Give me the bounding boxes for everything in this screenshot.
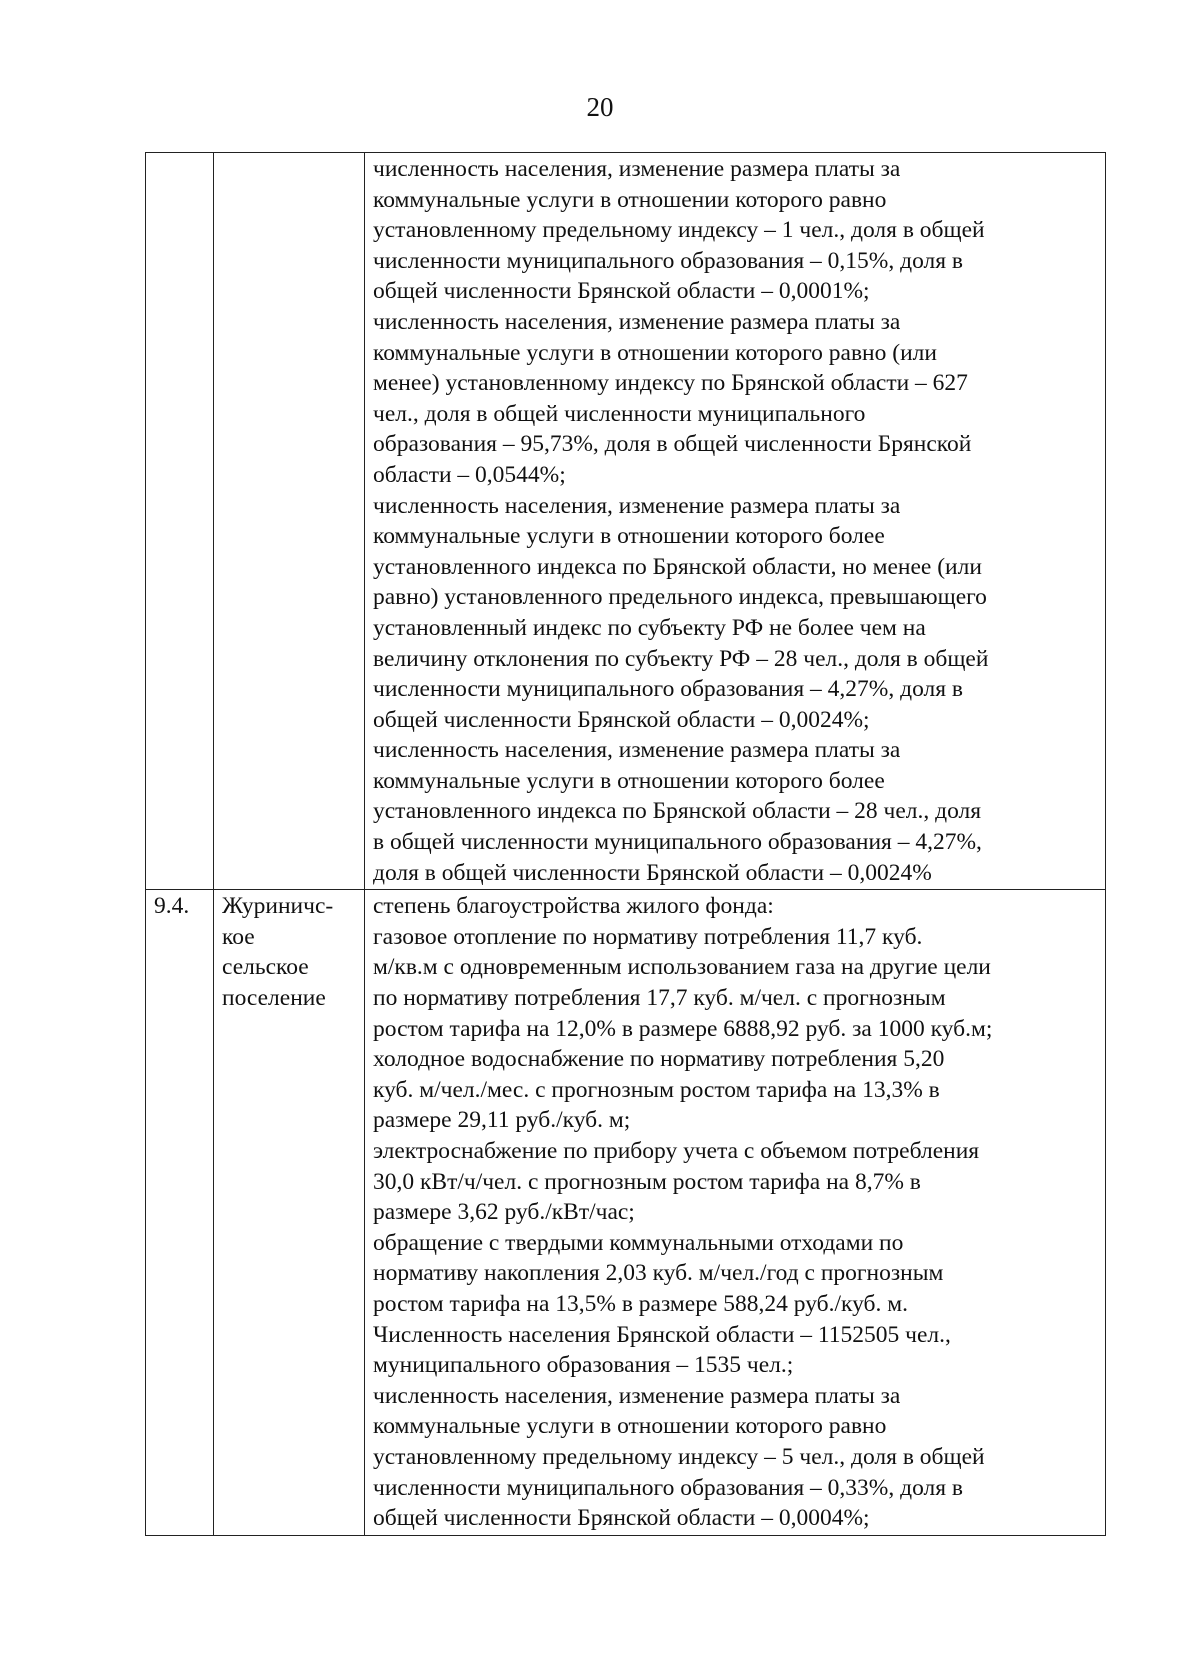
description-line: общей численности Брянской области – 0,0024%;	[373, 706, 870, 733]
description-line: размере 3,62 руб./кВт/час;	[373, 1199, 635, 1226]
description-line: коммунальные услуги в отношении которого более	[373, 523, 885, 550]
description-line: установленному предельному индексу – 1 чел., доля в общей	[373, 217, 985, 244]
description-line: численность населения, изменение размера платы за	[373, 308, 901, 335]
description-line: степень благоустройства жилого фонда:	[373, 893, 774, 920]
municipality-name-line: поселение	[222, 985, 326, 1012]
description-line: куб. м/чел./мес. с прогнозным ростом тарифа на 13,3% в	[373, 1076, 940, 1103]
description-line: м/кв.м с одновременным использованием газа на другие цели	[373, 954, 991, 981]
municipality-name-line: сельское	[222, 954, 309, 981]
description-line: численность населения, изменение размера платы за	[373, 156, 901, 182]
description-line: доля в общей численности Брянской области – 0,0024%	[373, 859, 932, 886]
description-line: коммунальные услуги в отношении которого равно	[373, 1413, 887, 1440]
description-line: Численность населения Брянской области – 1152505 чел.,	[373, 1321, 951, 1348]
description-line: коммунальные услуги в отношении которого более	[373, 767, 885, 794]
row-number-cell	[146, 890, 214, 1535]
row-number-cell	[146, 153, 214, 890]
description-line: газовое отопление по нормативу потребления 11,7 куб.	[373, 923, 923, 950]
description-line: обращение с твердыми коммунальными отходами по	[373, 1229, 904, 1256]
description-line: численности муниципального образования – 0,15%, доля в	[373, 247, 964, 274]
data-table	[145, 152, 1106, 1536]
table-body	[146, 153, 1106, 1536]
description-line: ростом тарифа на 13,5% в размере 588,24 руб./куб. м.	[373, 1290, 909, 1317]
description-line: по нормативу потребления 17,7 куб. м/чел. с прогнозным	[373, 985, 946, 1012]
description-line: численности муниципального образования – 4,27%, доля в	[373, 676, 964, 703]
description-line: установленному предельному индексу – 5 чел., доля в общей	[373, 1443, 985, 1470]
description-cell	[365, 890, 1106, 1535]
description-line: численность населения, изменение размера платы за	[373, 492, 901, 519]
description-cell	[365, 153, 1106, 890]
description-line: общей численности Брянской области – 0,0004%;	[373, 1505, 870, 1532]
municipality-name-cell	[214, 153, 365, 890]
description-line: коммунальные услуги в отношении которого равно (или	[373, 339, 937, 366]
description-line: образования – 95,73%, доля в общей численности Брянской	[373, 431, 972, 458]
description-line: численности муниципального образования – 0,33%, доля в	[373, 1474, 964, 1501]
description-line: ростом тарифа на 12,0% в размере 6888,92 руб. за 1000 куб.м;	[373, 1015, 993, 1042]
description-line: величину отклонения по субъекту РФ – 28 чел., доля в общей	[373, 645, 989, 672]
table-row	[146, 153, 1106, 890]
description-line: менее) установленному индексу по Брянской области – 627	[373, 370, 968, 397]
description-line: электроснабжение по прибору учета с объемом потребления	[373, 1138, 980, 1164]
description-line: установленного индекса по Брянской области – 28 чел., доля	[373, 798, 982, 825]
description-line: общей численности Брянской области – 0,0001%;	[373, 278, 870, 305]
description-line: установленного индекса по Брянской области, но менее (или	[373, 553, 982, 580]
description-line: чел., доля в общей численности муниципального	[373, 400, 866, 427]
description-line: размере 29,11 руб./куб. м;	[373, 1107, 631, 1134]
description-line: численность населения, изменение размера платы за	[373, 737, 901, 764]
table-row	[146, 890, 1106, 1535]
description-line: области – 0,0544%;	[373, 461, 566, 488]
description-line: коммунальные услуги в отношении которого равно	[373, 186, 887, 213]
municipality-name-cell	[214, 890, 365, 1535]
description-line: холодное водоснабжение по нормативу потребления 5,20	[373, 1046, 945, 1073]
description-line: численность населения, изменение размера платы за	[373, 1382, 901, 1409]
description-line: в общей численности муниципального образования – 4,27%,	[373, 829, 982, 856]
page-number: 20	[586, 92, 614, 122]
description-line: муниципального образования – 1535 чел.;	[373, 1352, 794, 1379]
description-line: 30,0 кВт/ч/чел. с прогнозным ростом тарифа на 8,7% в	[373, 1168, 921, 1195]
description-line: равно) установленного предельного индекса, превышающего	[373, 584, 987, 611]
municipality-name-line: кое	[222, 923, 255, 950]
municipality-name-line: Журиничс-	[222, 893, 334, 920]
description-line: установленный индекс по субъекту РФ не более чем на	[373, 614, 926, 641]
description-line: нормативу накопления 2,03 куб. м/чел./год с прогнозным	[373, 1260, 944, 1287]
row-number: 9.4.	[154, 893, 190, 920]
